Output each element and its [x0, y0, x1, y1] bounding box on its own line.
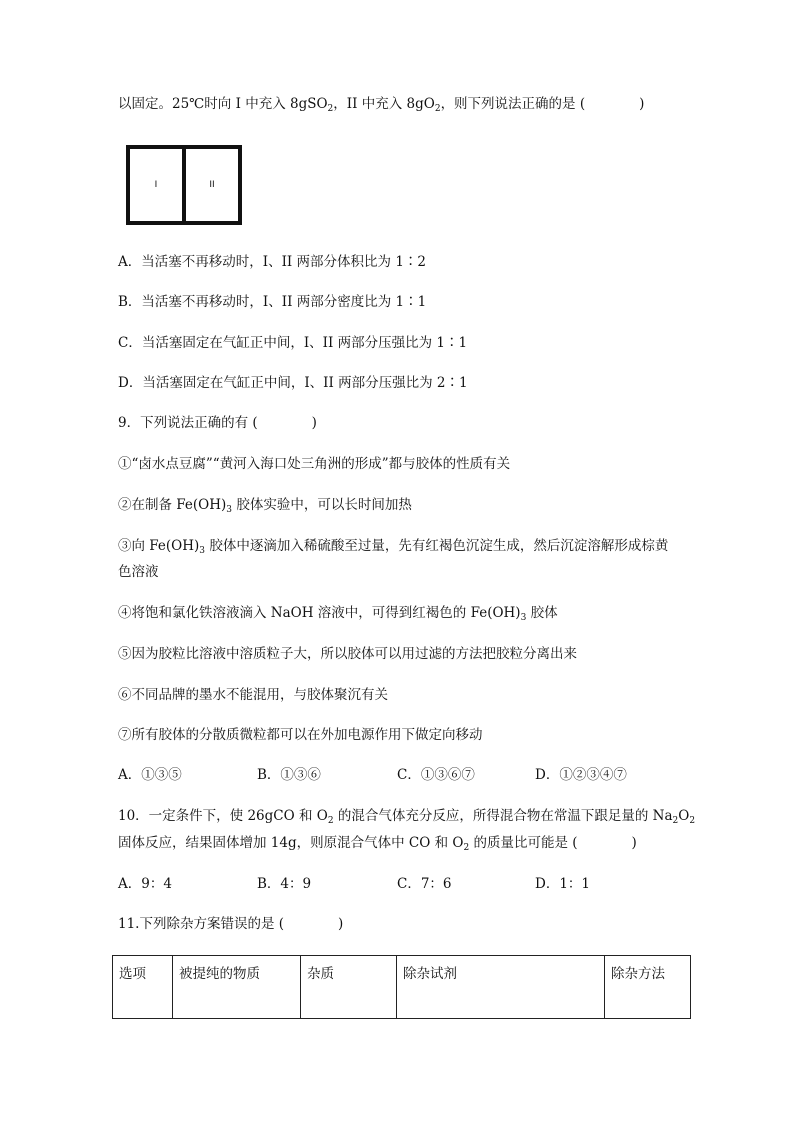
q9-statement-1: ①“卤水点豆腐”“黄河入海口处三角洲的形成”都与胶体的性质有关: [118, 456, 511, 472]
stem-text: 10．一定条件下，使 26gCO 和 O: [118, 808, 328, 824]
statement-text: ②在制备 Fe(OH): [118, 497, 227, 513]
subscript: 3: [226, 505, 233, 515]
subscript: 2: [463, 843, 470, 853]
q9-option-b: B．①③⑥: [257, 767, 321, 783]
impurity-removal-table: [112, 955, 691, 1019]
statement-text: ④将饱和氯化铁溶液滴入 NaOH 溶液中，可得到红褐色的 Fe(OH): [118, 605, 521, 621]
stem-text: ，II 中充入 8gO: [333, 96, 435, 112]
q9-option-a: A．①③⑤: [118, 767, 182, 783]
header-impurity: 杂质: [301, 956, 397, 1019]
question-10-stem-line-2: [118, 833, 637, 853]
subscript: 3: [199, 546, 206, 556]
statement-text: 胶体实验中，可以长时间加热: [232, 497, 412, 513]
q8-option-a: A．当活塞不再移动时，I、II 两部分体积比为 1∶2: [118, 254, 427, 270]
q8-option-b: B．当活塞不再移动时，I、II 两部分密度比为 1∶1: [118, 294, 427, 310]
q10-option-c: C．7：6: [397, 876, 452, 892]
header-reagent: 除杂试剂: [397, 956, 605, 1019]
stem-text: O: [678, 808, 690, 824]
q9-statement-3-continuation: 色溶液: [118, 564, 159, 580]
statement-text: ③向 Fe(OH): [118, 538, 200, 554]
stem-text: 固体反应，结果固体增加 14g，则原混合气体中 CO 和 O: [118, 835, 464, 851]
question-9-stem: 9．下列说法正确的有 ( ): [118, 415, 317, 431]
q9-option-c: C．①③⑥⑦: [397, 767, 475, 783]
q8-option-c: C．当活塞固定在气缸正中间，I、II 两部分压强比为 1∶1: [118, 335, 468, 351]
stem-text: 以固定。25℃时向 I 中充入 8gSO: [118, 96, 328, 112]
chamber-i-label: I: [154, 180, 158, 190]
subscript: 3: [520, 613, 527, 623]
statement-text: 胶体中逐滴加入稀硫酸至过量，先有红褐色沉淀生成，然后沉淀溶解形成棕黄: [205, 538, 669, 554]
q9-option-d: D．①②③④⑦: [535, 767, 627, 783]
subscript: 2: [434, 104, 441, 114]
question-10-stem-line-1: [118, 806, 695, 826]
cylinder-piston-diagram: [126, 145, 242, 225]
q9-statement-2: [118, 495, 412, 515]
q9-statement-7: ⑦所有胶体的分散质微粒都可以在外加电源作用下做定向移动: [118, 727, 483, 743]
q9-statement-6: ⑥不同品牌的墨水不能混用，与胶体聚沉有关: [118, 687, 388, 703]
q9-statement-4: [118, 603, 558, 623]
table-header-row: [113, 956, 691, 1019]
header-method: 除杂方法: [605, 956, 691, 1019]
q10-option-d: D．1：1: [535, 876, 591, 892]
stem-text: 的质量比可能是 ( ): [469, 835, 637, 851]
question-8-stem-continuation: [118, 94, 644, 114]
q9-statement-3: [118, 536, 668, 556]
subscript: 2: [327, 104, 334, 114]
header-option: 选项: [113, 956, 173, 1019]
subscript: 2: [689, 816, 696, 826]
header-substance: 被提纯的物质: [173, 956, 301, 1019]
q10-option-b: B．4：9: [257, 876, 312, 892]
chamber-ii-label: II: [209, 180, 215, 190]
subscript: 2: [327, 816, 334, 826]
q10-option-a: A．9：4: [118, 876, 172, 892]
stem-text: ，则下列说法正确的是 ( ): [440, 96, 645, 112]
stem-text: 的混合气体充分反应，所得混合物在常温下跟足量的 Na: [333, 808, 673, 824]
statement-text: 胶体: [526, 605, 558, 621]
q9-statement-5: ⑤因为胶粒比溶液中溶质粒子大，所以胶体可以用过滤的方法把胶粒分离出来: [118, 646, 577, 662]
q8-option-d: D．当活塞固定在气缸正中间，I、II 两部分压强比为 2∶1: [118, 375, 468, 391]
question-11-stem: 11.下列除杂方案错误的是 ( ): [118, 916, 344, 932]
subscript: 2: [672, 816, 679, 826]
